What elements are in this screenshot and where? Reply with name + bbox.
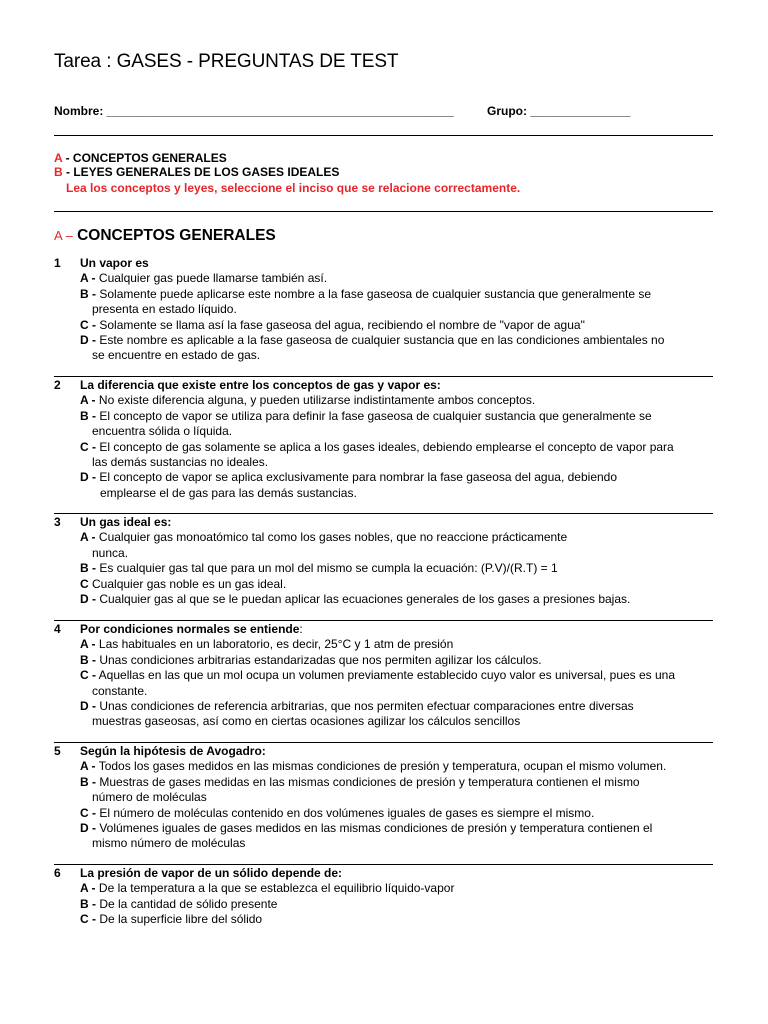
answer-option [54,470,713,501]
option-text: número de moléculas [92,790,207,805]
answer-option [54,806,713,821]
option-letter: A - [80,759,96,774]
question-suffix: : [299,622,303,636]
option-text: Cualquier gas noble es un gas ideal. [92,576,287,591]
option-text: Solamente puede aplicarse este nombre a la fase gaseosa de cualquier sustancia que generalmente se [99,286,652,301]
option-letter: B - [80,652,96,667]
section-a-line [54,151,227,165]
option-text: El concepto de vapor se aplica exclusivamente para nombrar la fase gaseosa del agua, debiendo [99,470,618,485]
question-text [54,866,713,881]
group-field: Grupo: _______________ [487,104,631,118]
section-title: - LEYES GENERALES DE LOS GASES IDEALES [62,165,340,179]
option-text: muestras gaseosas, así como en ciertas ocasiones agilizar los cálculos sencillos [92,714,521,729]
option-letter: D - [80,592,96,607]
answer-option [54,897,713,912]
answer-option [54,440,713,471]
answer-option [54,393,713,408]
question-3 [54,515,713,607]
option-letter: D - [80,821,96,836]
option-letter: B - [80,774,96,789]
heading-letter: A – [54,228,73,243]
answer-option [54,821,713,852]
question-number: 5 [54,744,61,758]
option-text: constante. [92,683,148,698]
answer-option [54,637,713,652]
option-text: No existe diferencia alguna, y pueden utilizarse indistintamente ambos conceptos. [98,393,536,408]
question-number: 2 [54,378,61,392]
divider [54,620,713,621]
question-6 [54,866,713,928]
question-stem: Un vapor es [80,256,149,270]
option-text: Unas condiciones arbitrarias estandarizadas que nos permiten agilizar los cálculos. [99,652,542,667]
option-letter: A - [80,271,96,286]
answer-option [54,881,713,896]
divider [54,742,713,743]
answer-option [54,271,713,286]
option-letter: B - [80,561,96,576]
option-letter: B - [80,896,96,911]
option-text: encuentra sólida o líquida. [92,424,233,439]
option-text: El concepto de vapor se utiliza para definir la fase gaseosa de cualquier sustancia que generalmente se [99,408,652,423]
question-4 [54,622,713,730]
answer-option [54,699,713,730]
question-number: 4 [54,622,61,636]
heading-text: CONCEPTOS GENERALES [72,227,276,244]
answer-option [54,775,713,806]
option-letter: A - [80,393,96,408]
option-letter: B - [80,286,96,301]
question-stem: Un gas ideal es: [80,515,172,529]
option-letter: C - [80,912,96,927]
answer-option [54,577,713,592]
answer-option [54,592,713,607]
option-text: Cualquier gas monoatómico tal como los gases nobles, que no reaccione prácticamente [98,530,568,545]
divider [54,513,713,514]
question-text [54,378,713,393]
question-text [54,622,713,637]
option-text: El número de moléculas contenido en dos volúmenes iguales de gases es siempre el mismo. [99,805,595,820]
option-letter: C [80,576,89,591]
option-letter: C - [80,805,96,820]
option-letter: D - [80,470,96,485]
option-text: Aquellas en las que un mol ocupa un volumen previamente establecido cuyo valor es universal, pues es una [98,668,676,683]
option-letter: C - [80,317,96,332]
option-text: Muestras de gases medidas en las mismas condiciones de presión y temperatura contienen el mismo [99,774,640,789]
question-1 [54,256,713,364]
question-number: 3 [54,515,61,529]
question-stem: La presión de vapor de un sólido depende de: [80,866,343,880]
option-text: nunca. [92,545,129,560]
question-text [54,515,713,530]
answer-option [54,409,713,440]
option-letter: D - [80,333,96,348]
instruction-text: Lea los conceptos y leyes, seleccione el inciso que se relacione correctamente. [66,181,521,195]
question-stem: La diferencia que existe entre los conceptos de gas y vapor es: [80,378,441,392]
option-letter: C - [80,668,96,683]
option-text: De la cantidad de sólido presente [99,896,278,911]
option-text: emplearse el de gas para las demás sustancias. [100,485,357,500]
section-letter: B [54,165,63,179]
answer-option [54,653,713,668]
option-text: Cualquier gas al que se le puedan aplicar las ecuaciones generales de los gases a presiones bajas. [99,592,631,607]
divider [54,135,713,136]
option-text: Unas condiciones de referencia arbitrarias, que nos permiten efectuar comparaciones entre diversas [99,699,634,714]
answer-option [54,561,713,576]
option-text: El concepto de gas solamente se aplica a los gases ideales, debiendo emplearse el concepto de vapor para [99,439,674,454]
option-letter: C - [80,439,96,454]
question-2 [54,378,713,501]
option-letter: B - [80,408,96,423]
option-text: mismo número de moléculas [92,836,246,851]
answer-option [54,530,713,561]
section-b-line [54,165,339,179]
answer-option [54,668,713,699]
answer-option [54,912,713,927]
question-text [54,256,713,271]
option-text: Todos los gases medidos en las mismas condiciones de presión y temperatura, ocupan el mismo volumen. [98,759,667,774]
question-number: 1 [54,256,61,270]
answer-option [54,759,713,774]
question-stem: Por condiciones normales se entiende [80,622,300,636]
option-text: Este nombre es aplicable a la fase gaseosa de cualquier sustancia que en las condiciones ambientales no [99,333,665,348]
divider [54,376,713,377]
option-text: se encuentre en estado de gas. [92,348,261,363]
question-number: 6 [54,866,61,880]
answer-option [54,287,713,318]
option-letter: D - [80,699,96,714]
answer-option [54,318,713,333]
answer-option [54,333,713,364]
option-text: De la superficie libre del sólido [99,912,263,927]
option-letter: A - [80,637,96,652]
name-field: Nombre: ____________________________________________________ [54,104,454,118]
option-text: Solamente se llama así la fase gaseosa del agua, recibiendo el nombre de "vapor de agua" [99,317,585,332]
option-text: De la temperatura a la que se establezca el equilibrio líquido-vapor [98,881,455,896]
question-text [54,744,713,759]
divider [54,211,713,212]
question-5 [54,744,713,852]
section-letter: A [54,151,63,165]
question-stem: Según la hipótesis de Avogadro: [80,744,266,758]
option-text: presenta en estado líquido. [92,302,237,317]
option-text: Las habituales en un laboratorio, es decir, 25°C y 1 atm de presión [98,637,454,652]
section-heading [54,227,276,245]
document-title: Tarea : GASES - PREGUNTAS DE TEST [54,51,399,72]
option-letter: A - [80,530,96,545]
section-title: - CONCEPTOS GENERALES [62,151,227,165]
option-text: Volúmenes iguales de gases medidos en las mismas condiciones de presión y temperatura contienen el [99,821,653,836]
option-text: Cualquier gas puede llamarse también así. [98,271,328,286]
option-text: Es cualquier gas tal que para un mol del mismo se cumpla la ecuación: (P.V)/(R.T) = 1 [99,561,558,576]
divider [54,864,713,865]
option-text: las demás sustancias no ideales. [92,455,269,470]
option-letter: A - [80,881,96,896]
